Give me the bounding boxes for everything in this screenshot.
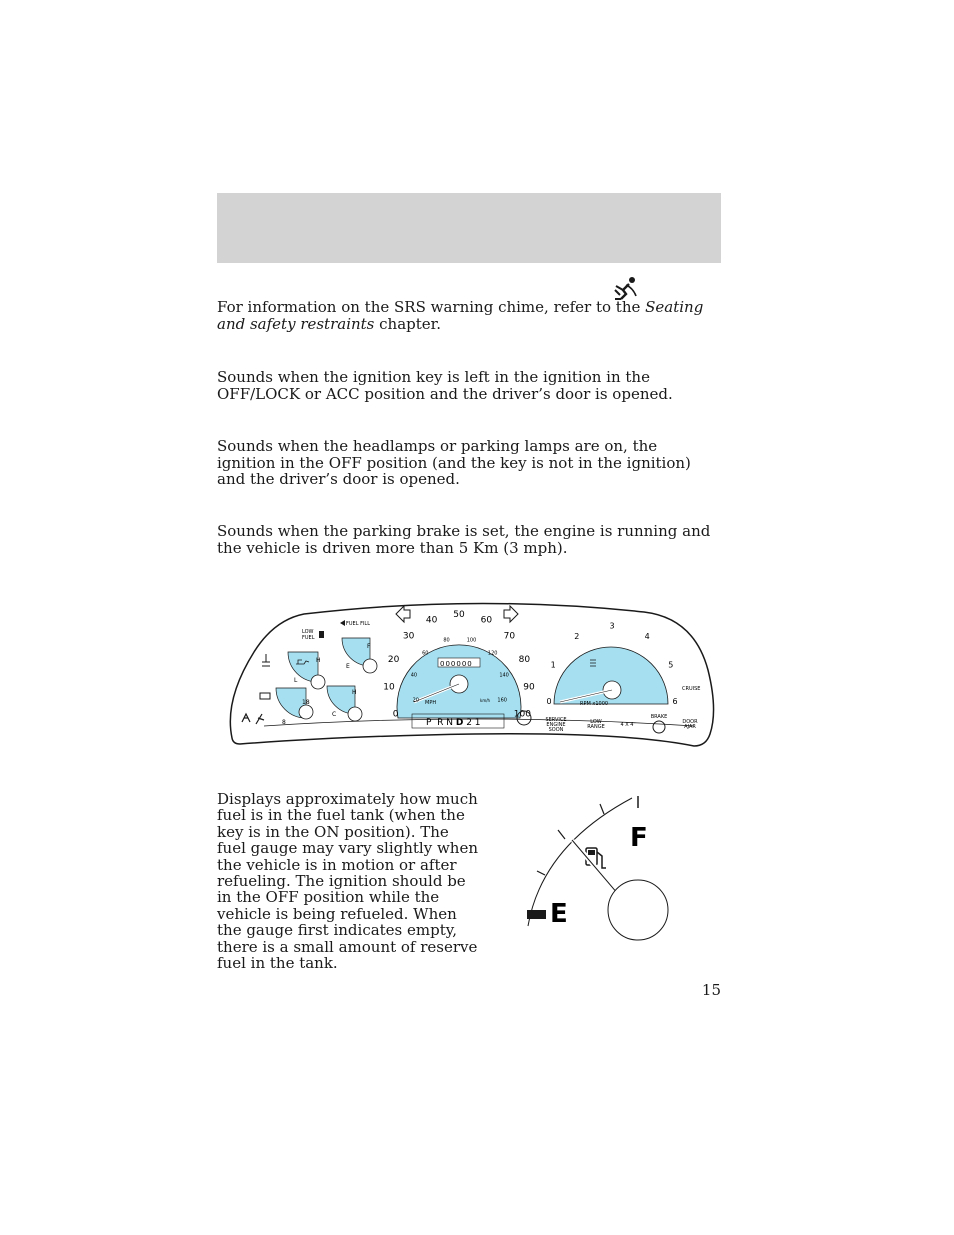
door-ajar-line1: DOOR (682, 719, 698, 725)
key-in-ignition-chime-paragraph: Sounds when the ignition key is left in the ignition in the OFF/LOCK or ACC position and the driver’s door is opened. (217, 368, 673, 403)
page-number: 15 (701, 981, 721, 999)
rpm-label-0: 0 (546, 696, 552, 706)
speed-kmh-label-80: 80 (443, 637, 450, 644)
instrument-cluster-illustration (224, 600, 718, 748)
door-ajar-line2: AJAR (684, 724, 696, 730)
seating-safety-reference: Seating and safety restraints (217, 298, 704, 333)
parking-brake-chime-paragraph: Sounds when the parking brake is set, the engine is running and the vehicle is driven more than 5 Km (3 mph). (217, 522, 711, 557)
four-by-four-label: 4 X 4 (620, 722, 634, 728)
service-engine-soon-line1: SERVICE (545, 717, 567, 723)
speedometer (383, 610, 535, 720)
speed-mph-label-70: 70 (503, 631, 516, 642)
section-header-band (217, 193, 721, 263)
brake-warning-icon (653, 721, 665, 733)
low-fuel-label-line2: FUEL (302, 635, 315, 641)
left-turn-arrow-icon (396, 606, 410, 622)
cruise-indicator-label: CRUISE (682, 686, 701, 692)
speed-kmh-label-20: 20 (412, 697, 419, 704)
right-turn-arrow-icon (504, 606, 518, 622)
service-engine-soon-line2: ENGINE (546, 722, 566, 728)
oil-pressure-gauge (288, 652, 325, 689)
kmh-label: km/h (480, 698, 491, 703)
fuel-gauge-empty-label: E (550, 899, 568, 929)
odometer-digits: 000000 (440, 660, 473, 668)
rpm-label-6: 6 (672, 696, 678, 706)
svg-text:H: H (316, 657, 321, 664)
fuel-gauge-description: Displays approximately how much fuel is in the fuel tank (when the key is in the ON position). The fuel gauge may vary slightly when the vehicle is in motion or after refueling. The ignition should be in the OFF position while the vehicle is being refueled. When the gauge first indicates empty, there is a small amount of reserve fuel in the tank. (217, 790, 479, 973)
brake-label: BRAKE (650, 714, 668, 720)
speed-mph-label-10: 10 (383, 682, 395, 693)
speed-mph-label-40: 40 (425, 615, 438, 626)
rpm-label: RPM x1000 (580, 701, 609, 707)
speed-mph-label-20: 20 (387, 654, 400, 665)
svg-text:C: C (332, 711, 337, 718)
speed-kmh-label-100: 100 (466, 637, 477, 644)
airbag-cluster-icon (256, 714, 264, 724)
speed-mph-label-60: 60 (480, 615, 493, 626)
battery-warning-icon (260, 693, 270, 699)
speed-kmh-label-160: 160 (497, 697, 507, 704)
fuel-gauge-full-label: F (630, 823, 648, 853)
svg-text:F: F (367, 643, 371, 650)
svg-text:E: E (346, 663, 350, 670)
rpm-label-3: 3 (609, 621, 615, 631)
rpm-label-1: 1 (550, 660, 556, 670)
speed-mph-label-90: 90 (523, 682, 535, 693)
svg-text:L: L (294, 677, 298, 684)
low-fuel-label-line1: LOW (302, 629, 314, 635)
fuel-gauge-closeup (522, 786, 672, 946)
rpm-label-5: 5 (668, 660, 674, 670)
rpm-label-2: 2 (574, 632, 580, 642)
coolant-warning-icon (262, 654, 270, 666)
speed-kmh-label-40: 40 (410, 672, 418, 679)
speed-mph-label-50: 50 (453, 610, 465, 620)
speed-mph-label-0: 0 (392, 709, 399, 720)
srs-chime-paragraph: For information on the SRS warning chime, refer to the Seating and safety restraints chapter. (217, 298, 704, 333)
fuel-gauge-small (342, 638, 377, 673)
speed-mph-label-100: 100 (513, 709, 531, 720)
svg-text:8: 8 (282, 719, 286, 726)
speed-kmh-label-60: 60 (422, 650, 429, 657)
speed-kmh-label-120: 120 (487, 650, 498, 657)
svg-text:18: 18 (302, 699, 310, 706)
speed-mph-label-30: 30 (402, 631, 415, 642)
fuel-fill-arrow-icon (340, 620, 345, 626)
fuel-fill-label: FUEL FILL (346, 621, 370, 627)
temperature-gauge (327, 686, 362, 721)
rpm-label-4: 4 (644, 632, 650, 642)
seatbelt-warning-icon (242, 714, 250, 722)
service-engine-soon-line3: SOON (548, 727, 564, 733)
svg-text:P R N D 2 1: P R N D 2 1 (426, 718, 481, 728)
tachometer (546, 622, 677, 707)
headlamps-on-chime-paragraph: Sounds when the headlamps or parking lamps are on, the ignition in the OFF position (and the key is not in the ignition) and the driver’s door is opened. (217, 437, 691, 489)
svg-text:H: H (352, 689, 357, 696)
low-fuel-pump-icon (319, 631, 324, 638)
low-range-line1: LOW (590, 719, 602, 725)
speed-mph-label-80: 80 (518, 654, 531, 665)
low-range-line2: RANGE (587, 724, 605, 730)
mph-label: MPH (425, 700, 437, 706)
speed-kmh-label-140: 140 (499, 672, 509, 679)
voltmeter-gauge (276, 688, 313, 726)
